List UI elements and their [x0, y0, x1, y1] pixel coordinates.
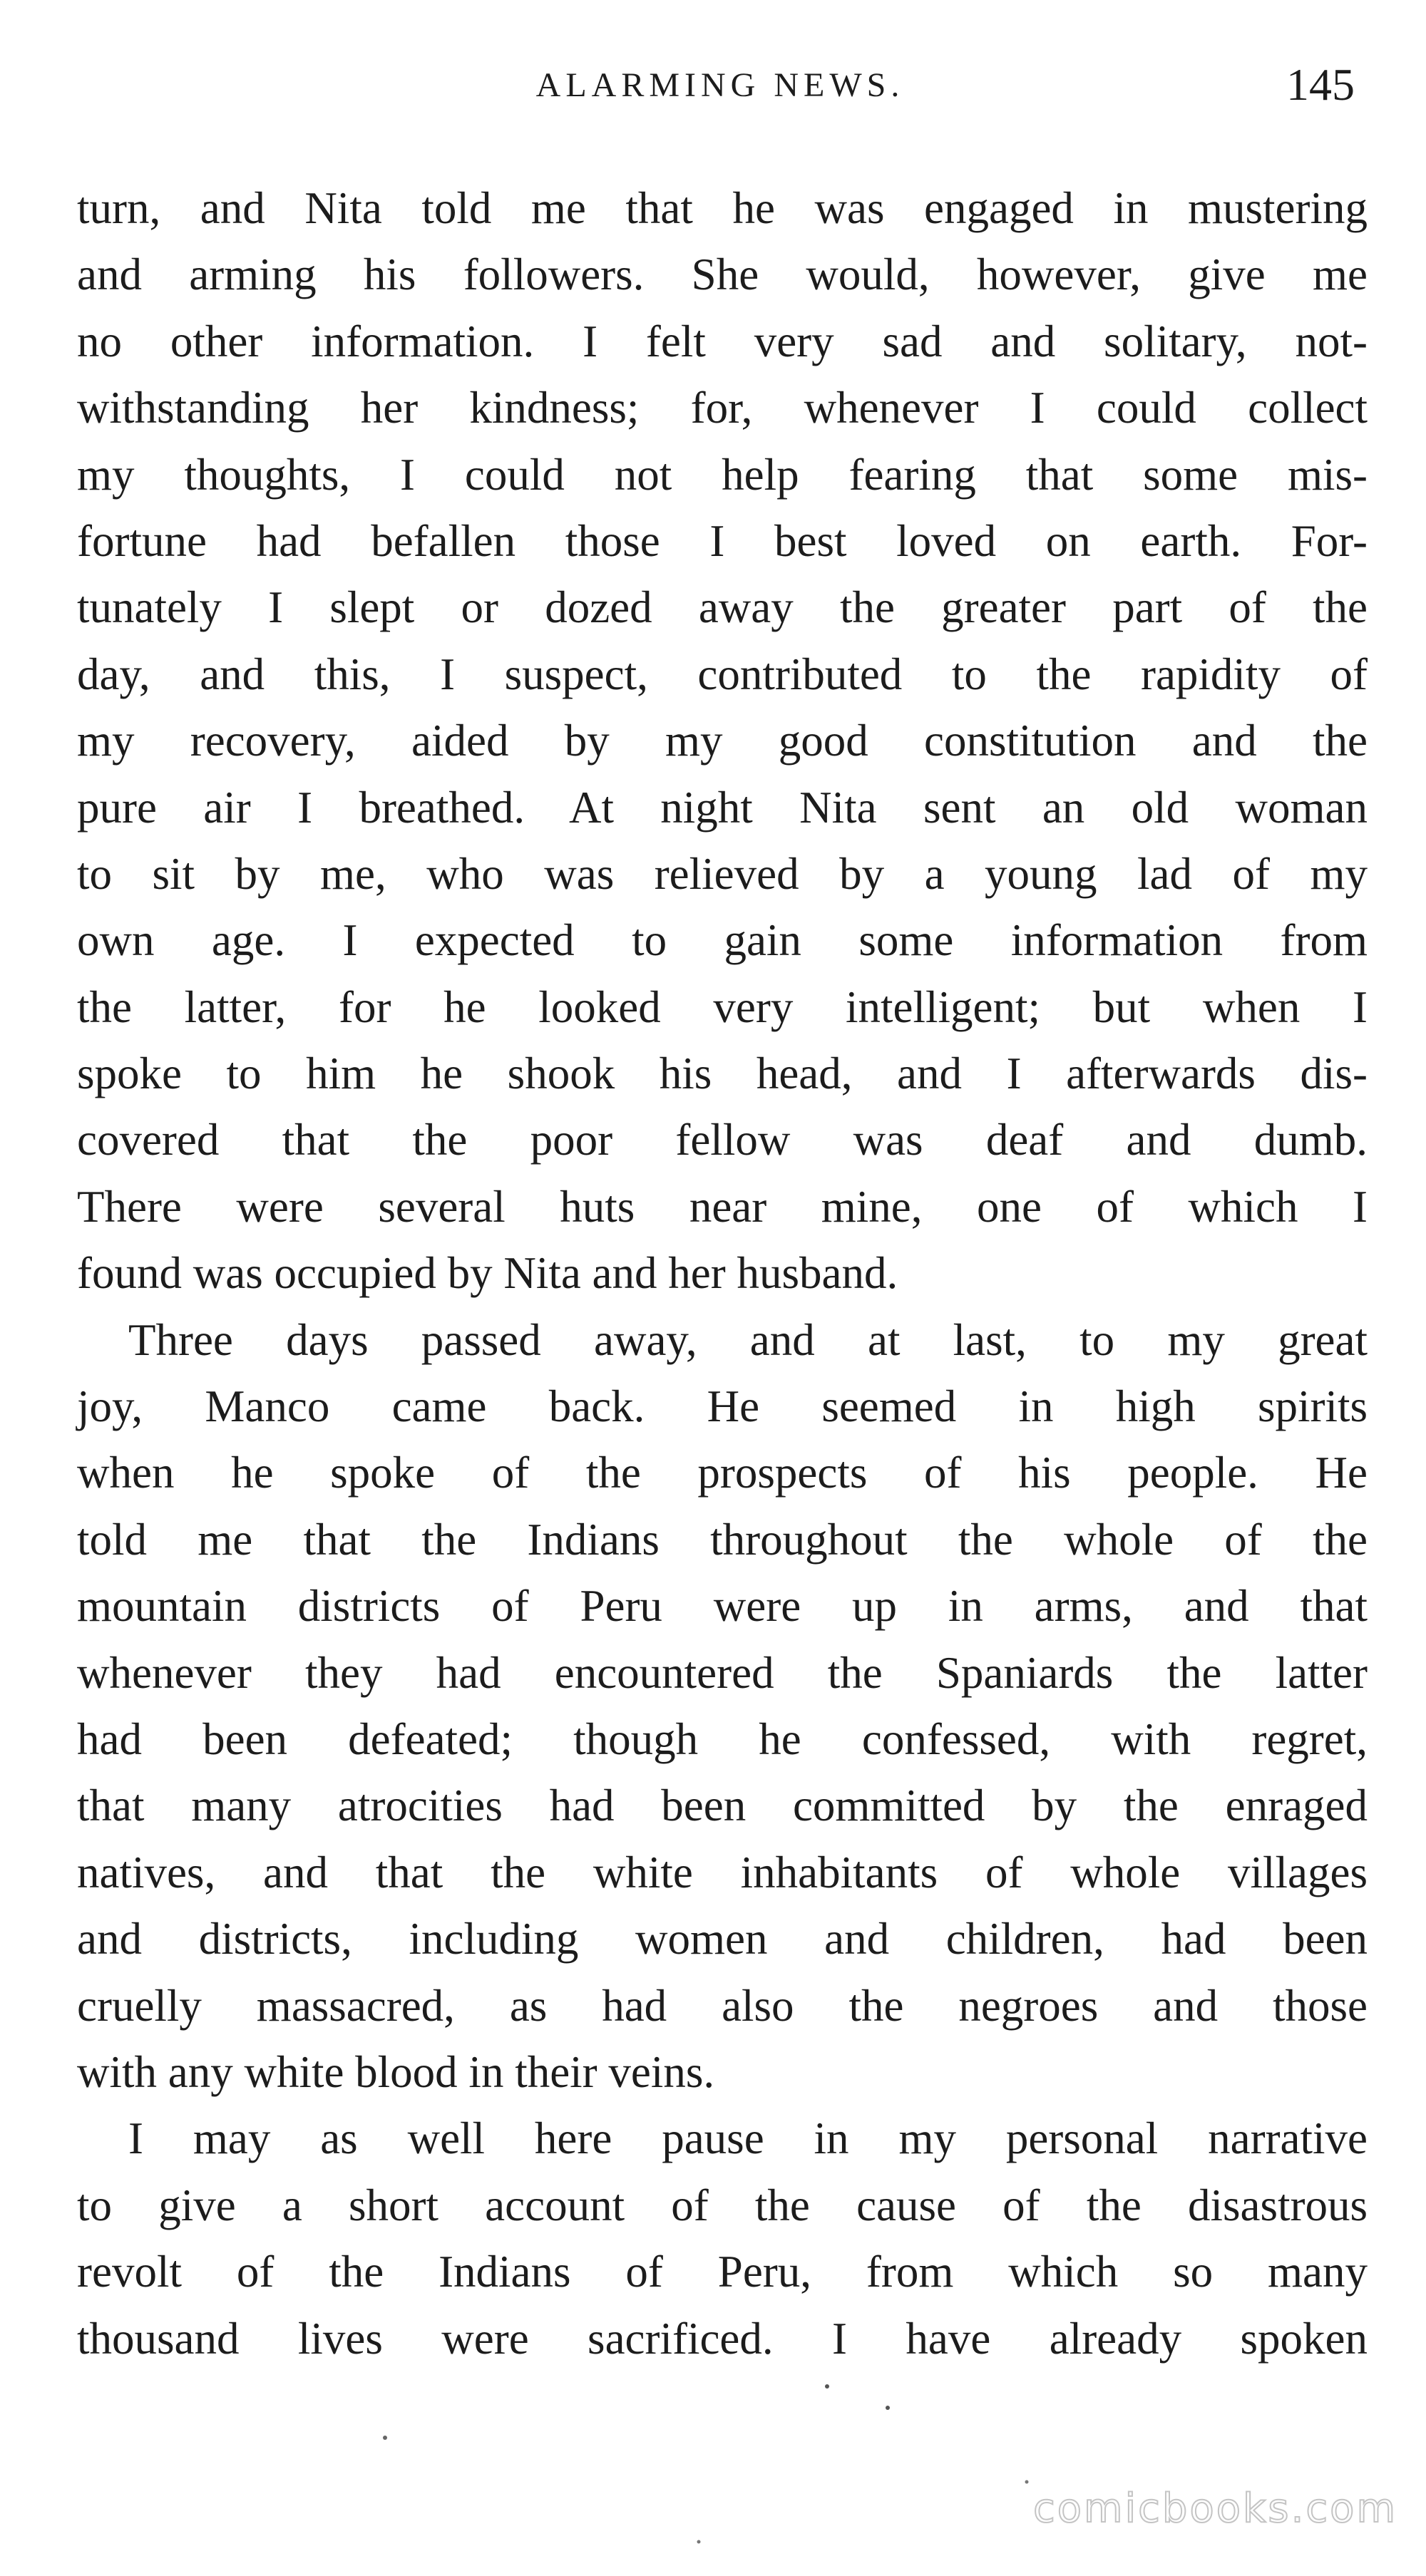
scan-speck	[825, 2384, 829, 2389]
text-line: I may as well here pause in my personal narrative	[128, 2113, 1368, 2164]
text-line: mountain districts of Peru were up in arms, and that	[77, 1581, 1368, 1632]
scan-speck	[1025, 2480, 1029, 2484]
text-line: to give a short account of the cause of the disastrous	[77, 2180, 1368, 2230]
text-line: natives, and that the white inhabitants of whole villages	[77, 1847, 1368, 1897]
page-number: 145	[1286, 59, 1355, 110]
running-title: ALARMING NEWS.	[535, 66, 905, 104]
text-line: turn, and Nita told me that he was engaged in mustering	[77, 183, 1368, 233]
text-line: to sit by me, who was relieved by a young lad of my	[77, 848, 1368, 899]
text-line: Three days passed away, and at last, to my great	[128, 1314, 1368, 1365]
text-line: told me that the Indians throughout the whole of the	[77, 1514, 1368, 1565]
text-line: when he spoke of the prospects of his people. He	[77, 1448, 1368, 1498]
text-line: spoke to him he shook his head, and I afterwards dis-	[77, 1049, 1368, 1099]
text-line: found was occupied by Nita and her husband.	[77, 1248, 898, 1299]
text-line: thousand lives were sacrificed. I have already spoken	[77, 2313, 1368, 2364]
scan-speck	[383, 2436, 387, 2440]
text-line: my recovery, aided by my good constitution and the	[77, 716, 1368, 766]
text-line: tunately I slept or dozed away the greater part of the	[77, 582, 1368, 633]
text-line: cruelly massacred, as had also the negroes and those	[77, 1980, 1368, 2031]
text-line: with any white blood in their veins.	[77, 2046, 715, 2097]
text-line: fortune had befallen those I best loved on earth. For-	[77, 515, 1368, 566]
text-line: withstanding her kindness; for, whenever I could collect	[77, 383, 1368, 433]
text-line: no other information. I felt very sad and solitary, not-	[77, 316, 1368, 366]
text-line: my thoughts, I could not help fearing that some mis-	[77, 449, 1368, 500]
text-line: and districts, including women and children, had been	[77, 1914, 1368, 1964]
text-line: covered that the poor fellow was deaf and dumb.	[77, 1115, 1368, 1165]
text-line: that many atrocities had been committed by the enraged	[77, 1781, 1368, 1831]
text-line: whenever they had encountered the Spaniards the latter	[77, 1647, 1368, 1698]
text-line: pure air I breathed. At night Nita sent an old woman	[77, 782, 1368, 833]
text-line: revolt of the Indians of Peru, from which so many	[77, 2247, 1368, 2297]
text-line: own age. I expected to gain some information from	[77, 915, 1368, 966]
text-line: and arming his followers. She would, however, give me	[77, 249, 1368, 300]
text-line: the latter, for he looked very intelligent; but when I	[77, 982, 1368, 1032]
scan-speck	[697, 2540, 701, 2544]
text-line: joy, Manco came back. He seemed in high spirits	[77, 1381, 1368, 1432]
scan-speck	[886, 2406, 890, 2410]
text-line: There were several huts near mine, one of which I	[77, 1181, 1368, 1232]
text-line: had been defeated; though he confessed, with regret,	[77, 1714, 1368, 1764]
watermark: comicbooks.com	[1032, 2485, 1397, 2532]
text-line: day, and this, I suspect, contributed to the rapidity of	[77, 649, 1368, 699]
